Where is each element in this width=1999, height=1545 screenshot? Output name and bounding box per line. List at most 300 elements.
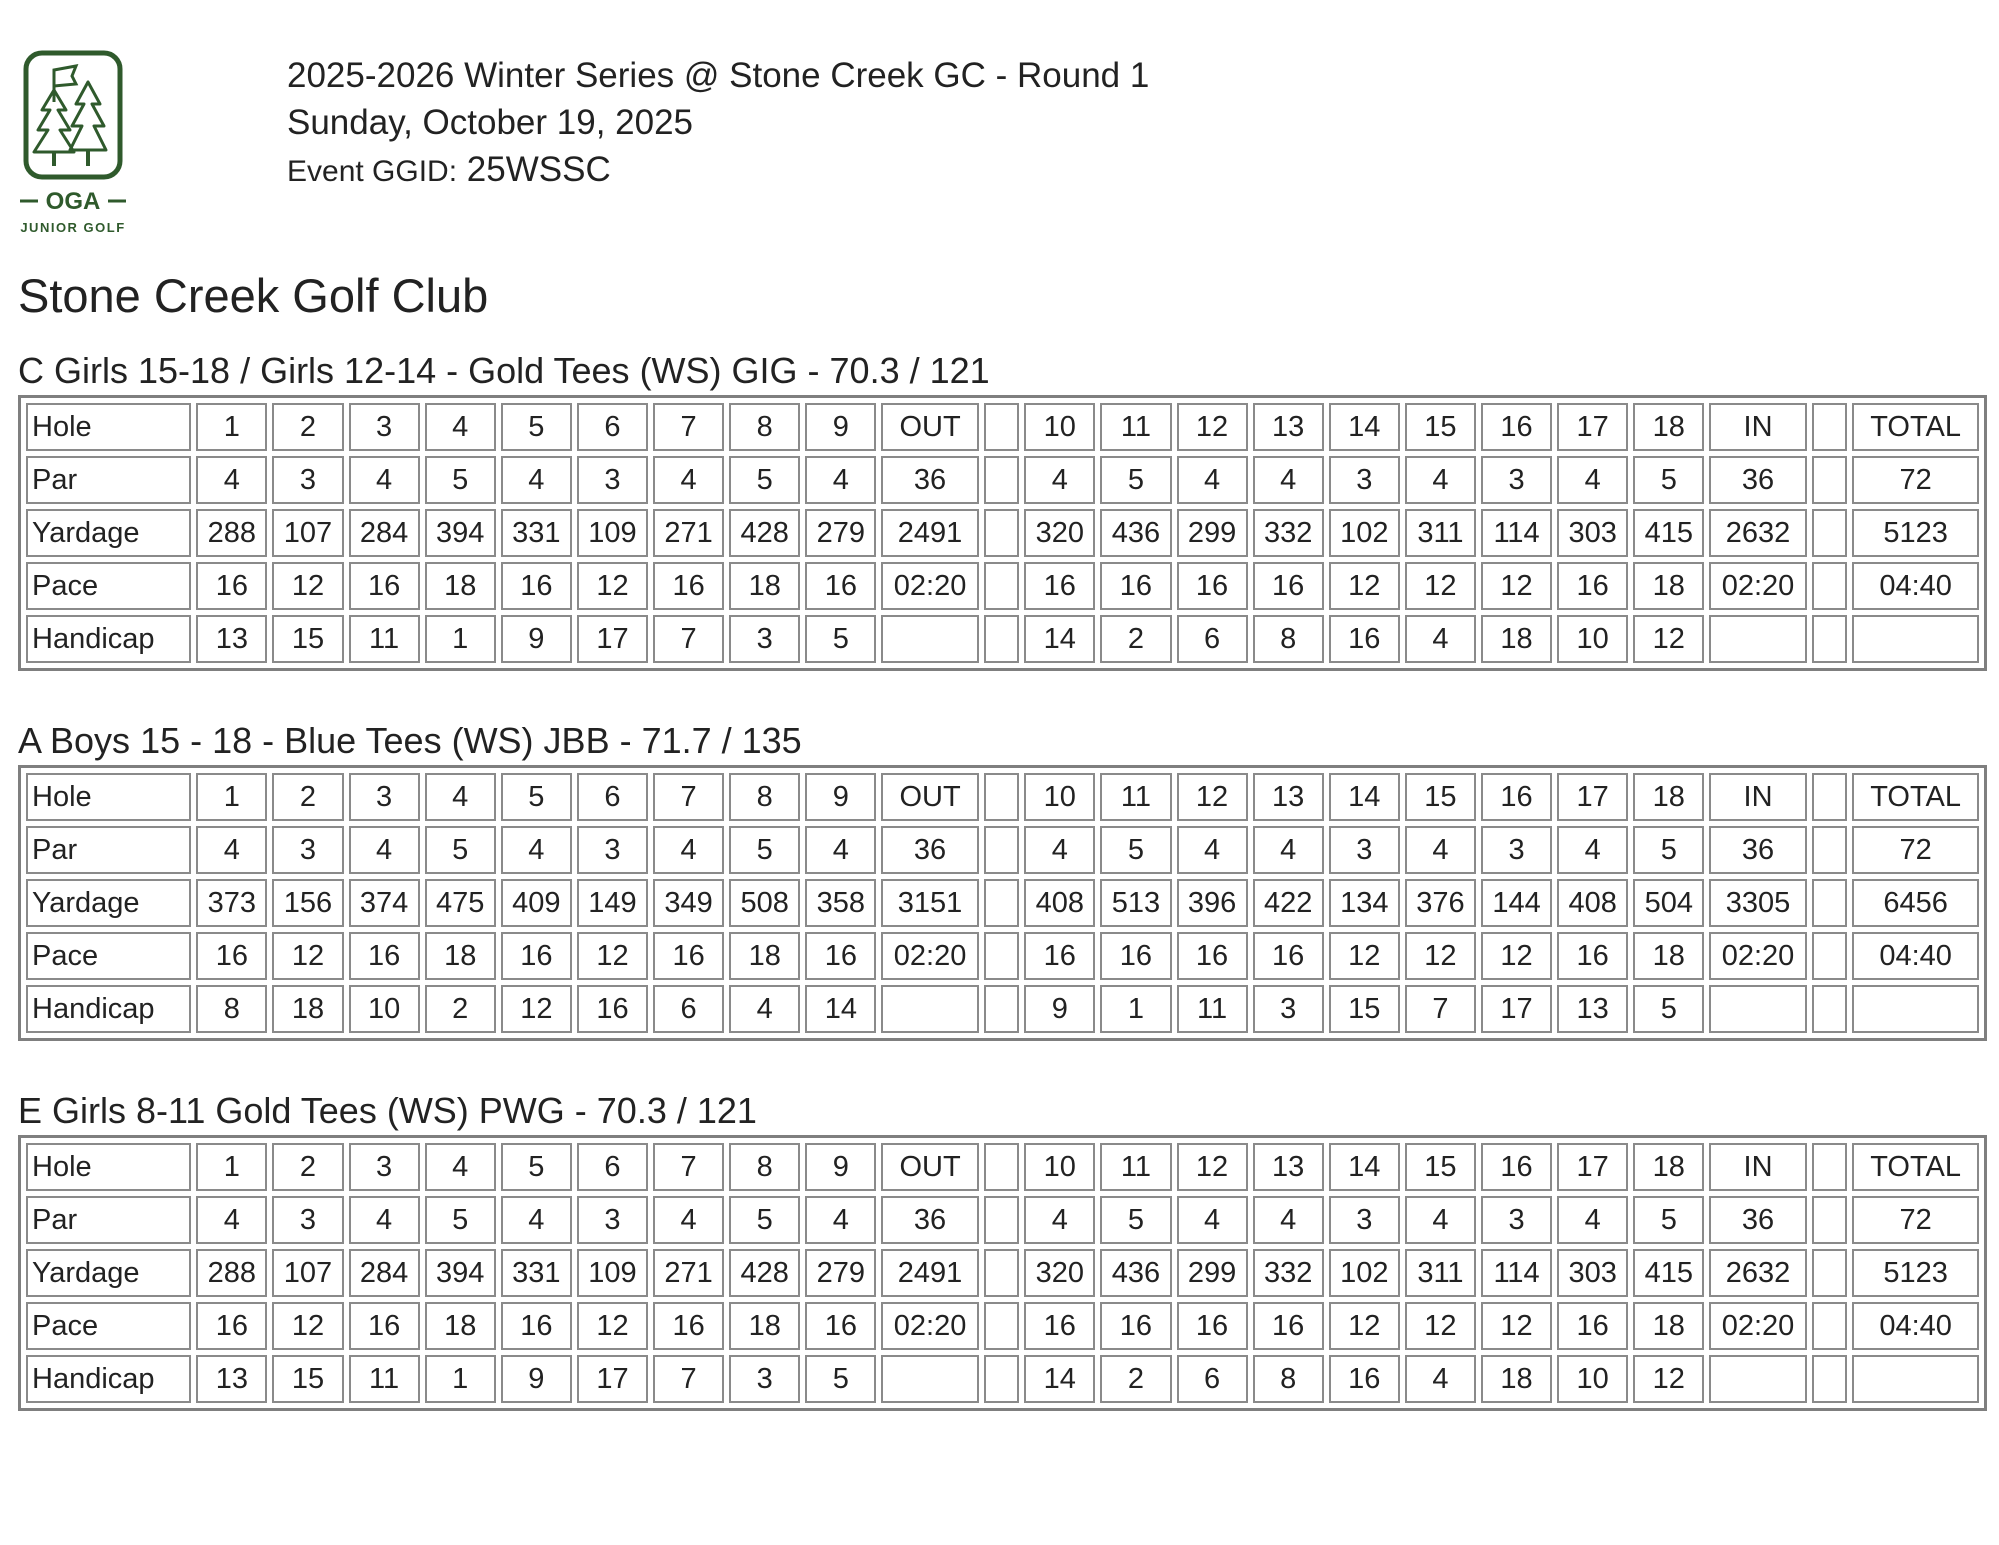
event-ggid xyxy=(287,146,1149,195)
spacer-cell xyxy=(1812,1143,1848,1191)
event-date: Sunday, October 19, 2025 xyxy=(287,103,694,142)
spacer-cell xyxy=(984,456,1020,504)
front-nine-cell: 4 xyxy=(425,403,496,451)
front-nine-cell: 16 xyxy=(653,562,724,610)
front-nine-cell: 9 xyxy=(501,1355,572,1403)
spacer-cell xyxy=(1812,932,1848,980)
scorecard-row xyxy=(26,1143,1979,1191)
front-nine-cell: 5 xyxy=(729,826,800,874)
total-cell: 72 xyxy=(1852,826,1979,874)
back-nine-cell: 299 xyxy=(1177,1249,1248,1297)
back-nine-cell: 376 xyxy=(1405,879,1476,927)
back-nine-cell: 4 xyxy=(1024,1196,1095,1244)
front-nine-cell: 4 xyxy=(653,826,724,874)
front-nine-cell: 3 xyxy=(349,773,420,821)
front-nine-cell: 4 xyxy=(196,1196,267,1244)
scorecard-row xyxy=(26,1196,1979,1244)
back-nine-cell: 4 xyxy=(1557,826,1628,874)
front-nine-cell: 8 xyxy=(729,403,800,451)
back-nine-cell: 16 xyxy=(1481,773,1552,821)
front-nine-cell: 12 xyxy=(577,932,648,980)
front-nine-cell: 279 xyxy=(805,509,876,557)
tree-flag-icon xyxy=(14,50,132,236)
back-nine-cell: 11 xyxy=(1177,985,1248,1033)
back-nine-cell: 12 xyxy=(1405,932,1476,980)
front-nine-cell: 358 xyxy=(805,879,876,927)
back-nine-cell: 16 xyxy=(1177,1302,1248,1350)
spacer-cell xyxy=(984,985,1020,1033)
front-nine-cell: 16 xyxy=(805,1302,876,1350)
back-nine-cell: 15 xyxy=(1405,403,1476,451)
back-nine-cell: 3 xyxy=(1481,456,1552,504)
spacer-cell xyxy=(984,615,1020,663)
scorecard-row xyxy=(26,985,1979,1033)
back-nine-cell: 5 xyxy=(1633,1196,1704,1244)
front-nine-cell: 284 xyxy=(349,1249,420,1297)
row-label: Handicap xyxy=(26,1355,191,1403)
out-total-cell: 02:20 xyxy=(881,932,978,980)
spacer-cell xyxy=(1812,403,1848,451)
front-nine-cell: 16 xyxy=(501,1302,572,1350)
total-cell: 04:40 xyxy=(1852,1302,1979,1350)
back-nine-cell: 2 xyxy=(1100,615,1171,663)
back-nine-cell: 16 xyxy=(1253,1302,1324,1350)
back-nine-cell: 4 xyxy=(1177,826,1248,874)
back-nine-cell: 12 xyxy=(1481,932,1552,980)
back-nine-cell: 18 xyxy=(1633,1302,1704,1350)
front-nine-cell: 12 xyxy=(577,1302,648,1350)
back-nine-cell: 408 xyxy=(1557,879,1628,927)
back-nine-cell: 13 xyxy=(1253,403,1324,451)
event-header xyxy=(287,52,1149,195)
scorecard-section xyxy=(18,1091,1988,1411)
back-nine-cell: 12 xyxy=(1177,1143,1248,1191)
front-nine-cell: 16 xyxy=(349,562,420,610)
front-nine-cell: 3 xyxy=(729,1355,800,1403)
back-nine-cell: 3 xyxy=(1329,456,1400,504)
scorecard-row xyxy=(26,403,1979,451)
front-nine-cell: 394 xyxy=(425,1249,496,1297)
spacer-cell xyxy=(984,932,1020,980)
back-nine-cell: 3 xyxy=(1253,985,1324,1033)
row-label: Pace xyxy=(26,1302,191,1350)
out-total-cell: 02:20 xyxy=(881,562,978,610)
front-nine-cell: 5 xyxy=(425,456,496,504)
front-nine-cell: 16 xyxy=(805,932,876,980)
in-total-cell: 02:20 xyxy=(1709,932,1806,980)
scorecard-table xyxy=(18,765,1987,1041)
back-nine-cell: 16 xyxy=(1100,562,1171,610)
back-nine-cell: 10 xyxy=(1024,1143,1095,1191)
front-nine-cell: 18 xyxy=(729,932,800,980)
out-total-cell: OUT xyxy=(881,1143,978,1191)
back-nine-cell: 11 xyxy=(1100,403,1171,451)
back-nine-cell: 18 xyxy=(1633,403,1704,451)
scorecard-section xyxy=(18,721,1988,1041)
front-nine-cell: 349 xyxy=(653,879,724,927)
front-nine-cell: 5 xyxy=(805,615,876,663)
row-label: Par xyxy=(26,826,191,874)
front-nine-cell: 18 xyxy=(425,562,496,610)
back-nine-cell: 16 xyxy=(1481,1143,1552,1191)
back-nine-cell: 14 xyxy=(1329,1143,1400,1191)
front-nine-cell: 5 xyxy=(729,1196,800,1244)
front-nine-cell: 3 xyxy=(272,1196,343,1244)
total-cell xyxy=(1852,615,1979,663)
back-nine-cell: 11 xyxy=(1100,773,1171,821)
back-nine-cell: 311 xyxy=(1405,1249,1476,1297)
spacer-cell xyxy=(1812,1196,1848,1244)
front-nine-cell: 3 xyxy=(349,1143,420,1191)
front-nine-cell: 6 xyxy=(577,403,648,451)
spacer-cell xyxy=(984,1355,1020,1403)
back-nine-cell: 12 xyxy=(1481,562,1552,610)
front-nine-cell: 12 xyxy=(272,562,343,610)
back-nine-cell: 16 xyxy=(1024,1302,1095,1350)
back-nine-cell: 5 xyxy=(1100,456,1171,504)
front-nine-cell: 3 xyxy=(577,1196,648,1244)
row-label: Handicap xyxy=(26,615,191,663)
back-nine-cell: 16 xyxy=(1100,932,1171,980)
front-nine-cell: 4 xyxy=(425,1143,496,1191)
back-nine-cell: 114 xyxy=(1481,1249,1552,1297)
back-nine-cell: 4 xyxy=(1253,456,1324,504)
in-total-cell: 36 xyxy=(1709,826,1806,874)
back-nine-cell: 134 xyxy=(1329,879,1400,927)
front-nine-cell: 16 xyxy=(653,1302,724,1350)
scorecard-row xyxy=(26,1302,1979,1350)
back-nine-cell: 14 xyxy=(1024,615,1095,663)
front-nine-cell: 288 xyxy=(196,1249,267,1297)
front-nine-cell: 4 xyxy=(729,985,800,1033)
scorecard-row xyxy=(26,615,1979,663)
front-nine-cell: 107 xyxy=(272,1249,343,1297)
back-nine-cell: 16 xyxy=(1253,932,1324,980)
out-total-cell: 36 xyxy=(881,456,978,504)
front-nine-cell: 4 xyxy=(349,456,420,504)
front-nine-cell: 409 xyxy=(501,879,572,927)
in-total-cell: 2632 xyxy=(1709,509,1806,557)
back-nine-cell: 4 xyxy=(1024,826,1095,874)
front-nine-cell: 2 xyxy=(272,403,343,451)
back-nine-cell: 14 xyxy=(1329,773,1400,821)
back-nine-cell: 415 xyxy=(1633,1249,1704,1297)
back-nine-cell: 144 xyxy=(1481,879,1552,927)
back-nine-cell: 16 xyxy=(1100,1302,1171,1350)
front-nine-cell: 9 xyxy=(501,615,572,663)
total-cell: TOTAL xyxy=(1852,403,1979,451)
spacer-cell xyxy=(1812,615,1848,663)
back-nine-cell: 436 xyxy=(1100,1249,1171,1297)
in-total-cell: IN xyxy=(1709,773,1806,821)
row-label: Hole xyxy=(26,773,191,821)
row-label: Handicap xyxy=(26,985,191,1033)
back-nine-cell: 5 xyxy=(1100,826,1171,874)
out-total-cell: 36 xyxy=(881,1196,978,1244)
front-nine-cell: 4 xyxy=(805,826,876,874)
front-nine-cell: 5 xyxy=(425,1196,496,1244)
back-nine-cell: 13 xyxy=(1253,1143,1324,1191)
out-total-cell xyxy=(881,615,978,663)
front-nine-cell: 4 xyxy=(501,456,572,504)
in-total-cell: IN xyxy=(1709,403,1806,451)
front-nine-cell: 109 xyxy=(577,1249,648,1297)
front-nine-cell: 16 xyxy=(577,985,648,1033)
back-nine-cell: 299 xyxy=(1177,509,1248,557)
back-nine-cell: 332 xyxy=(1253,1249,1324,1297)
in-total-cell xyxy=(1709,985,1806,1033)
out-total-cell: 2491 xyxy=(881,1249,978,1297)
front-nine-cell: 12 xyxy=(272,1302,343,1350)
event-title: 2025-2026 Winter Series @ Stone Creek GC - Round 1 xyxy=(287,56,1150,95)
total-cell: 72 xyxy=(1852,456,1979,504)
scorecard-row xyxy=(26,562,1979,610)
back-nine-cell: 18 xyxy=(1481,615,1552,663)
back-nine-cell: 513 xyxy=(1100,879,1171,927)
back-nine-cell: 18 xyxy=(1633,932,1704,980)
front-nine-cell: 17 xyxy=(577,615,648,663)
front-nine-cell: 7 xyxy=(653,773,724,821)
front-nine-cell: 5 xyxy=(425,826,496,874)
front-nine-cell: 18 xyxy=(425,932,496,980)
back-nine-cell: 16 xyxy=(1177,932,1248,980)
scorecard-title: A Boys 15 - 18 - Blue Tees (WS) JBB - 71.7 / 135 xyxy=(18,720,802,761)
back-nine-cell: 10 xyxy=(1024,403,1095,451)
spacer-cell xyxy=(984,562,1020,610)
in-total-cell: 36 xyxy=(1709,1196,1806,1244)
in-total-cell xyxy=(1709,615,1806,663)
back-nine-cell: 332 xyxy=(1253,509,1324,557)
spacer-cell xyxy=(984,1302,1020,1350)
back-nine-cell: 16 xyxy=(1177,562,1248,610)
front-nine-cell: 18 xyxy=(729,1302,800,1350)
spacer-cell xyxy=(1812,1355,1848,1403)
in-total-cell: 36 xyxy=(1709,456,1806,504)
spacer-cell xyxy=(1812,509,1848,557)
front-nine-cell: 4 xyxy=(501,826,572,874)
back-nine-cell: 320 xyxy=(1024,509,1095,557)
back-nine-cell: 16 xyxy=(1557,562,1628,610)
front-nine-cell: 271 xyxy=(653,509,724,557)
back-nine-cell: 102 xyxy=(1329,509,1400,557)
back-nine-cell: 17 xyxy=(1557,1143,1628,1191)
back-nine-cell: 15 xyxy=(1405,773,1476,821)
back-nine-cell: 7 xyxy=(1405,985,1476,1033)
total-cell xyxy=(1852,1355,1979,1403)
in-total-cell: 3305 xyxy=(1709,879,1806,927)
front-nine-cell: 12 xyxy=(577,562,648,610)
back-nine-cell: 13 xyxy=(1557,985,1628,1033)
front-nine-cell: 4 xyxy=(805,1196,876,1244)
front-nine-cell: 394 xyxy=(425,509,496,557)
front-nine-cell: 149 xyxy=(577,879,648,927)
front-nine-cell: 5 xyxy=(501,1143,572,1191)
front-nine-cell: 16 xyxy=(501,932,572,980)
back-nine-cell: 17 xyxy=(1557,403,1628,451)
back-nine-cell: 16 xyxy=(1329,1355,1400,1403)
front-nine-cell: 4 xyxy=(196,456,267,504)
back-nine-cell: 16 xyxy=(1253,562,1324,610)
back-nine-cell: 14 xyxy=(1024,1355,1095,1403)
front-nine-cell: 6 xyxy=(577,1143,648,1191)
out-total-cell: 02:20 xyxy=(881,1302,978,1350)
front-nine-cell: 1 xyxy=(196,403,267,451)
spacer-cell xyxy=(1812,879,1848,927)
front-nine-cell: 9 xyxy=(805,403,876,451)
row-label: Par xyxy=(26,456,191,504)
spacer-cell xyxy=(984,773,1020,821)
front-nine-cell: 13 xyxy=(196,1355,267,1403)
front-nine-cell: 14 xyxy=(805,985,876,1033)
spacer-cell xyxy=(984,509,1020,557)
total-cell xyxy=(1852,985,1979,1033)
front-nine-cell: 5 xyxy=(501,403,572,451)
back-nine-cell: 14 xyxy=(1329,403,1400,451)
front-nine-cell: 156 xyxy=(272,879,343,927)
row-label: Pace xyxy=(26,932,191,980)
front-nine-cell: 11 xyxy=(349,1355,420,1403)
spacer-cell xyxy=(1812,1249,1848,1297)
front-nine-cell: 16 xyxy=(501,562,572,610)
front-nine-cell: 5 xyxy=(501,773,572,821)
back-nine-cell: 3 xyxy=(1329,1196,1400,1244)
total-cell: 6456 xyxy=(1852,879,1979,927)
in-total-cell: IN xyxy=(1709,1143,1806,1191)
spacer-cell xyxy=(1812,562,1848,610)
total-cell: 04:40 xyxy=(1852,562,1979,610)
scorecard-row xyxy=(26,1249,1979,1297)
back-nine-cell: 16 xyxy=(1024,562,1095,610)
back-nine-cell: 303 xyxy=(1557,509,1628,557)
back-nine-cell: 303 xyxy=(1557,1249,1628,1297)
back-nine-cell: 4 xyxy=(1177,1196,1248,1244)
back-nine-cell: 3 xyxy=(1481,826,1552,874)
front-nine-cell: 3 xyxy=(349,403,420,451)
logo-junior-golf-text: JUNIOR GOLF xyxy=(20,220,126,235)
back-nine-cell: 12 xyxy=(1481,1302,1552,1350)
out-total-cell xyxy=(881,1355,978,1403)
front-nine-cell: 2 xyxy=(425,985,496,1033)
back-nine-cell: 15 xyxy=(1405,1143,1476,1191)
front-nine-cell: 107 xyxy=(272,509,343,557)
front-nine-cell: 4 xyxy=(805,456,876,504)
front-nine-cell: 8 xyxy=(729,1143,800,1191)
course-name: Stone Creek Golf Club xyxy=(18,269,489,322)
scorecard-row xyxy=(26,1355,1979,1403)
front-nine-cell: 16 xyxy=(349,1302,420,1350)
front-nine-cell: 15 xyxy=(272,1355,343,1403)
back-nine-cell: 16 xyxy=(1329,615,1400,663)
front-nine-cell: 7 xyxy=(653,403,724,451)
back-nine-cell: 16 xyxy=(1481,403,1552,451)
back-nine-cell: 5 xyxy=(1633,456,1704,504)
total-cell: 72 xyxy=(1852,1196,1979,1244)
back-nine-cell: 4 xyxy=(1405,826,1476,874)
scorecard-row xyxy=(26,773,1979,821)
front-nine-cell: 4 xyxy=(425,773,496,821)
back-nine-cell: 4 xyxy=(1405,456,1476,504)
front-nine-cell: 4 xyxy=(196,826,267,874)
front-nine-cell: 4 xyxy=(501,1196,572,1244)
back-nine-cell: 12 xyxy=(1329,932,1400,980)
front-nine-cell: 331 xyxy=(501,1249,572,1297)
front-nine-cell: 4 xyxy=(653,456,724,504)
out-total-cell: OUT xyxy=(881,403,978,451)
front-nine-cell: 3 xyxy=(577,456,648,504)
spacer-cell xyxy=(1812,773,1848,821)
front-nine-cell: 6 xyxy=(653,985,724,1033)
scorecard-row xyxy=(26,932,1979,980)
spacer-cell xyxy=(984,826,1020,874)
back-nine-cell: 4 xyxy=(1405,1355,1476,1403)
row-label: Yardage xyxy=(26,509,191,557)
back-nine-cell: 18 xyxy=(1633,773,1704,821)
front-nine-cell: 16 xyxy=(196,932,267,980)
back-nine-cell: 10 xyxy=(1557,1355,1628,1403)
back-nine-cell: 436 xyxy=(1100,509,1171,557)
back-nine-cell: 18 xyxy=(1633,1143,1704,1191)
front-nine-cell: 17 xyxy=(577,1355,648,1403)
front-nine-cell: 16 xyxy=(805,562,876,610)
front-nine-cell: 7 xyxy=(653,1143,724,1191)
spacer-cell xyxy=(984,1196,1020,1244)
back-nine-cell: 17 xyxy=(1481,985,1552,1033)
back-nine-cell: 8 xyxy=(1253,1355,1324,1403)
front-nine-cell: 331 xyxy=(501,509,572,557)
front-nine-cell: 8 xyxy=(729,773,800,821)
ggid-label: Event GGID: xyxy=(287,155,458,188)
spacer-cell xyxy=(1812,985,1848,1033)
front-nine-cell: 16 xyxy=(196,562,267,610)
front-nine-cell: 15 xyxy=(272,615,343,663)
back-nine-cell: 16 xyxy=(1557,1302,1628,1350)
front-nine-cell: 16 xyxy=(349,932,420,980)
back-nine-cell: 415 xyxy=(1633,509,1704,557)
back-nine-cell: 4 xyxy=(1253,826,1324,874)
front-nine-cell: 9 xyxy=(805,773,876,821)
spacer-cell xyxy=(1812,826,1848,874)
front-nine-cell: 284 xyxy=(349,509,420,557)
back-nine-cell: 3 xyxy=(1481,1196,1552,1244)
back-nine-cell: 396 xyxy=(1177,879,1248,927)
front-nine-cell: 13 xyxy=(196,615,267,663)
in-total-cell xyxy=(1709,1355,1806,1403)
front-nine-cell: 109 xyxy=(577,509,648,557)
out-total-cell: 3151 xyxy=(881,879,978,927)
total-cell: TOTAL xyxy=(1852,773,1979,821)
front-nine-cell: 3 xyxy=(272,826,343,874)
front-nine-cell: 5 xyxy=(805,1355,876,1403)
back-nine-cell: 12 xyxy=(1329,562,1400,610)
front-nine-cell: 3 xyxy=(577,826,648,874)
front-nine-cell: 1 xyxy=(196,773,267,821)
front-nine-cell: 2 xyxy=(272,1143,343,1191)
front-nine-cell: 279 xyxy=(805,1249,876,1297)
row-label: Yardage xyxy=(26,879,191,927)
front-nine-cell: 18 xyxy=(272,985,343,1033)
total-cell: TOTAL xyxy=(1852,1143,1979,1191)
front-nine-cell: 16 xyxy=(196,1302,267,1350)
back-nine-cell: 13 xyxy=(1253,773,1324,821)
back-nine-cell: 12 xyxy=(1405,562,1476,610)
spacer-cell xyxy=(1812,1302,1848,1350)
front-nine-cell: 7 xyxy=(653,615,724,663)
back-nine-cell: 6 xyxy=(1177,1355,1248,1403)
back-nine-cell: 422 xyxy=(1253,879,1324,927)
in-total-cell: 02:20 xyxy=(1709,1302,1806,1350)
back-nine-cell: 18 xyxy=(1633,562,1704,610)
row-label: Yardage xyxy=(26,1249,191,1297)
